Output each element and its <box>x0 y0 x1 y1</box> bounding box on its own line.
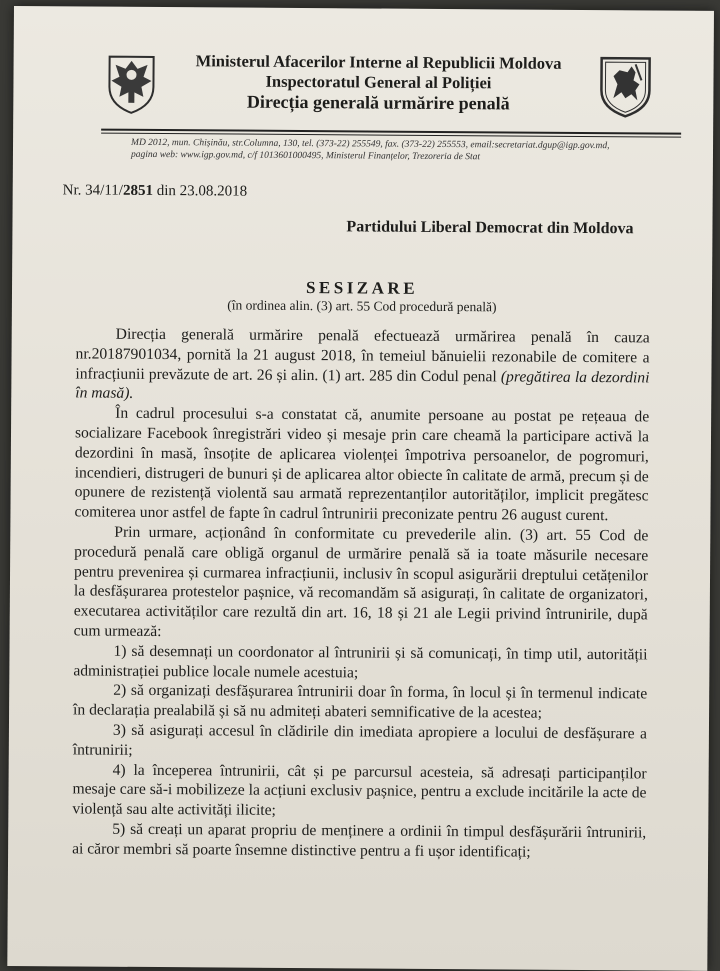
reference-prefix: Nr. 34/11/ <box>62 182 124 199</box>
directorate-name: Direcția generală urmărire penală <box>246 91 510 114</box>
contact-info <box>131 137 691 165</box>
list-item: 5) să creați un aparat propriu de menținere a ordinii în timpul desfășurării întrunirii, ai căror membri să poarte însemne distinctive pentru a fi ușor identificați; <box>72 820 647 861</box>
ministry-name: Ministerul Afacerilor Interne al Republicii Moldova <box>195 51 562 73</box>
police-lion-shield-icon <box>595 50 655 118</box>
paragraph-1 <box>75 324 650 407</box>
reference-number-bold: 2851 <box>122 182 154 199</box>
inspectorate-name: Inspectoratul General al Poliției <box>265 71 492 93</box>
addressee: Partidului Liberal Democrat din Moldova <box>346 218 634 238</box>
document-subtitle: (în ordinea alin. (3) art. 55 Cod procedură penală) <box>227 297 497 315</box>
contact-line-1: MD 2012, mun. Chișinău, str.Columna, 130, tel. (373-22) 255549, fax. (373-22) 255553, email:secretariat.dgup@igp.gov.md, <box>131 137 610 152</box>
institution-header <box>163 51 593 114</box>
reference-date: din 23.08.2018 <box>152 182 248 200</box>
contact-line-2: pagina web: www.igp.gov.md, c/f 1013601000495, Ministerul Finanțelor, Trezoreria de Stat <box>130 149 481 163</box>
paragraph-1-main: Direcția generală urmărire penală efectuează urmărirea penală în cauza nr.20187901034, pornită la 21 august 2018, în temeiul bănuielii rezonabile de comitere a infracțiunii prevăzute de art. 26 și alin. (1) art. 285 din Codul penal <box>75 325 650 386</box>
list-item: 3) să asigurați accesul în clădirile din imediata apropiere a locului de desfășurare a întrunirii; <box>72 721 647 759</box>
document-body <box>72 324 650 863</box>
document-page <box>7 6 714 971</box>
list-item: 1) să desemnați un coordonator al întrunirii și să comunicați, în timp util, autorității administrației publice locale numele acestuia; <box>73 642 648 681</box>
paragraph-3: Prin urmare, acționând în conformitate cu prevederile alin. (3) art. 55 Cod de procedură penală care obligă organul de urmărire penală să ia toate măsurile necesare pentru prevenirea și curmarea infracțiunii, inclusiv în scopul asigurării dreptului cetățenilor la desfășurarea protestelor pașnice, vă recomandăm să asigurați, în calitate de organizatori, executarea activităților care rezultă din art. 16, 18 și 21 ale Legii privind întrunirile, după cum urmează: <box>73 523 649 640</box>
moldova-coat-of-arms-icon <box>101 47 161 115</box>
document-title: SESIZARE <box>305 278 419 298</box>
list-item: 4) la începerea întrunirii, cât și pe parcursul acesteia, să adresați participanților mesaje care să-i mobilizeze la acțiuni exclusiv pașnice, pentru a exclude incitările la acte de violență sau alte activități ilicite; <box>72 761 647 819</box>
reference-number <box>63 182 248 200</box>
paragraph-2: În cadrul procesului s-a constatat că, anumite persoane au postat pe rețeaua de socializare Facebook înregistrări video și mesaje prin care cheamă la participare activă la dezordini în masă, însoțite de aplicarea violenței împotriva persoanelor, de pogromuri, incendieri, distrugeri de bunuri și de aplicarea altor obiecte în calitate de armă, precum și de opunere de rezistență violentă sau armată reprezentanților autorităților, implicit pregătesc comiterea unor astfel de fapte în cadrul întrunirii preconizate pentru 26 august curent. <box>74 404 650 525</box>
list-item: 2) să organizați desfășurarea întrunirii doar în forma, în locul și în termenul indicate în declarația prealabilă și să nu admiteți abateri semnificative de la acestea; <box>73 682 648 722</box>
paragraph-1-italic: (pregătirea la dezordini în masă). <box>75 368 650 403</box>
